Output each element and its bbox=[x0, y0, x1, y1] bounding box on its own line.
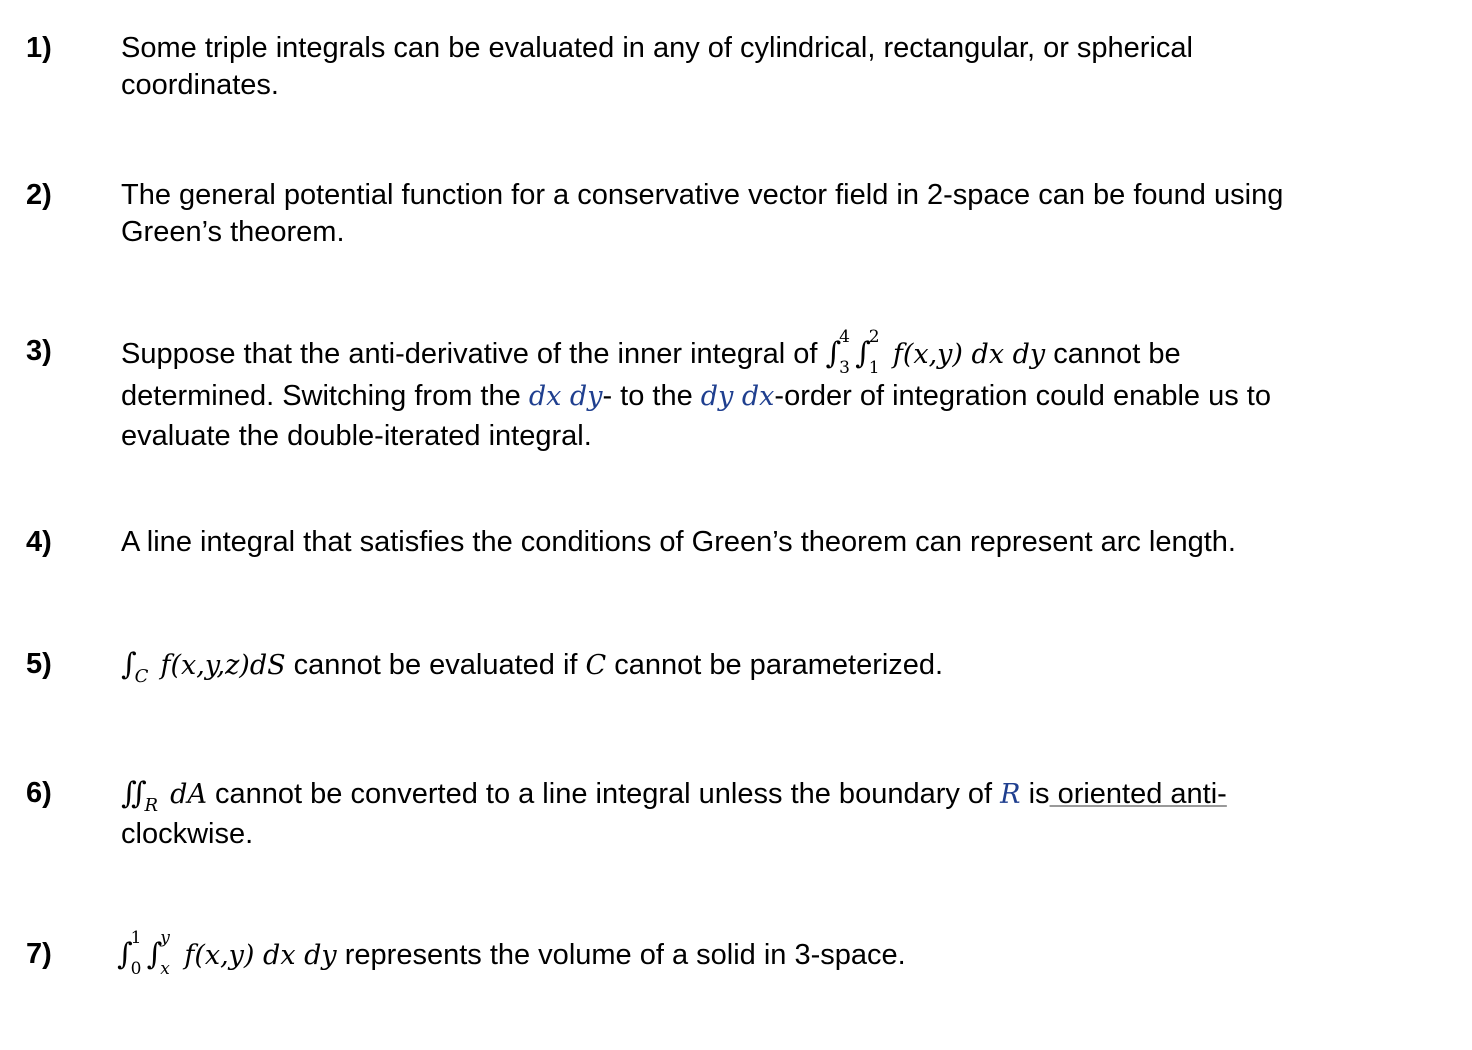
question-number: 7) bbox=[26, 938, 52, 970]
integral-limits bbox=[868, 327, 883, 379]
upper-limit: y bbox=[160, 928, 170, 949]
text-line: coordinates. bbox=[121, 69, 279, 101]
integral-sign: ∫ bbox=[825, 336, 842, 371]
lower-limit: 1 bbox=[868, 358, 880, 379]
integral-sign: ∫ bbox=[855, 336, 871, 371]
integrand: f(x,y) dx dy bbox=[892, 339, 1046, 370]
question-text bbox=[121, 646, 1441, 687]
text-line bbox=[121, 376, 1441, 417]
lower-limit: 3 bbox=[839, 358, 850, 379]
lower-limit: x bbox=[160, 959, 170, 980]
text-line bbox=[121, 646, 1441, 687]
integral-limits bbox=[160, 928, 174, 980]
text-line: The general potential function for a conservative vector field in 2-space can be found using bbox=[121, 179, 1284, 211]
question-number: 3) bbox=[26, 335, 52, 367]
text-line: evaluate the double-iterated integral. bbox=[121, 420, 592, 452]
question-number: 4) bbox=[26, 526, 52, 558]
math-variable: dx dy bbox=[528, 381, 603, 412]
question-number: 6) bbox=[26, 777, 52, 809]
text-line: Some triple integrals can be evaluated in any of cylindrical, rectangular, or spherical bbox=[121, 32, 1193, 64]
question-text bbox=[121, 177, 1441, 251]
text-line: Green’s theorem. bbox=[121, 216, 345, 248]
question-number: 5) bbox=[26, 648, 52, 680]
question-text bbox=[117, 928, 1437, 980]
upper-limit: 4 bbox=[839, 327, 850, 348]
integral-limits bbox=[839, 327, 853, 379]
integral-sign: ∫ bbox=[121, 647, 137, 682]
text-line bbox=[121, 327, 1441, 379]
text-segment: -order of integration could enable us to bbox=[774, 380, 1271, 412]
text-line bbox=[117, 928, 1437, 980]
integral-sign: ∫ bbox=[117, 937, 133, 972]
question-text bbox=[121, 327, 1441, 455]
lower-limit: 0 bbox=[130, 959, 142, 980]
math-variable: C bbox=[585, 650, 607, 681]
text-segment: oriented anti- bbox=[1049, 778, 1227, 810]
text-segment: is bbox=[1020, 778, 1050, 810]
question-number: 2) bbox=[26, 179, 52, 211]
integrand: f(x,y) dx dy bbox=[184, 940, 337, 971]
text-segment: cannot be converted to a line integral unless the boundary of bbox=[206, 778, 1001, 810]
text-segment: Suppose that the anti-derivative of the inner integral of bbox=[121, 338, 826, 370]
integral-sign: ∫ bbox=[146, 937, 163, 972]
math-variable: R bbox=[1000, 779, 1021, 810]
integral-limits bbox=[130, 928, 145, 980]
question-text bbox=[121, 30, 1441, 104]
question-text bbox=[121, 775, 1441, 852]
integrand: dA bbox=[170, 779, 207, 810]
text-line: A line integral that satisfies the conditions of Green’s theorem can represent arc length. bbox=[121, 526, 1236, 558]
text-segment: - to the bbox=[602, 380, 701, 412]
text-segment: cannot be bbox=[1045, 338, 1181, 370]
text-line bbox=[121, 775, 1441, 816]
integral-subscript: C bbox=[134, 666, 149, 687]
question-text bbox=[121, 524, 1441, 561]
text-segment: represents the volume of a solid in 3-space. bbox=[336, 939, 906, 971]
question-number: 1) bbox=[26, 32, 52, 64]
integral-sign: ∬ bbox=[121, 776, 147, 811]
text-segment: determined. Switching from the bbox=[121, 380, 529, 412]
text-segment: cannot be evaluated if bbox=[285, 649, 586, 681]
upper-limit: 1 bbox=[130, 928, 142, 949]
text-line: clockwise. bbox=[121, 818, 254, 850]
upper-limit: 2 bbox=[868, 327, 880, 348]
integral-subscript: R bbox=[144, 795, 159, 816]
math-variable: dy dx bbox=[700, 381, 775, 412]
integrand: f(x,y,z)dS bbox=[160, 650, 286, 681]
text-segment: cannot be parameterized. bbox=[606, 649, 944, 681]
